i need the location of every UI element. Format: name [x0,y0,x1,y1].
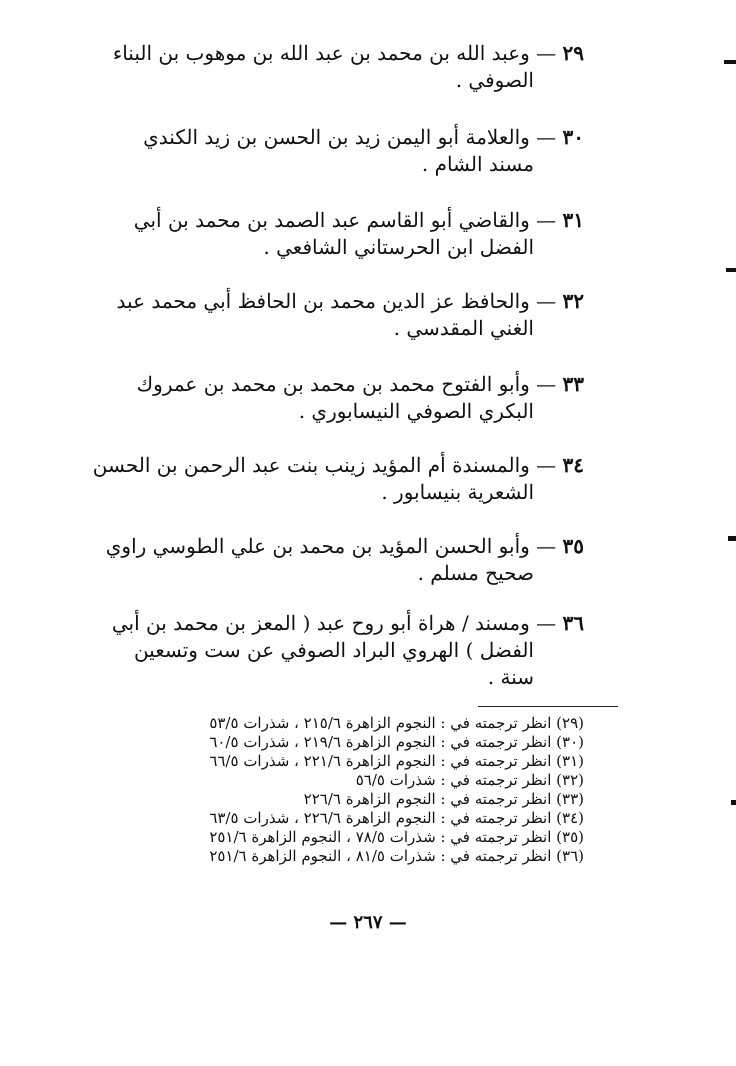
entry-number: ٣٤ [562,453,584,477]
entry-text: والمسندة أم المؤيد زينب بنت عبد الرحمن بن الحسن [92,453,530,477]
entry-36: ٣٦ — ومسند / هراة أبو روح عبد ( المعز بن محمد بن أبي الفضل ) الهروي البراد الصوفي عن ست وتسعين سنة . [111,611,584,689]
footnote-35: (٣٥) انظر ترجمته في : شذرات ٧٨/٥ ، النجوم الزاهرة ٢٥١/٦ [209,828,584,846]
entry-35: ٣٥ — وأبو الحسن المؤيد بن محمد بن علي الطوسي راوي صحيح مسلم . [105,534,584,585]
scan-mark [726,268,736,272]
entry-continuation: البكري الصوفي النيسابوري . [298,399,534,423]
footnote-36: (٣٦) انظر ترجمته في : شذرات ٨١/٥ ، النجوم الزاهرة ٢٥١/٦ [209,847,584,865]
entry-continuation: صحيح مسلم . [417,561,534,585]
entry-33: ٣٣ — وأبو الفتوح محمد بن محمد بن محمد بن عمروك البكري الصوفي النيسابوري . [129,371,584,425]
entry-number: ٣٥ [562,534,584,558]
entry-31: ٣١ — والقاضي أبو القاسم عبد الصمد بن محمد بن أبي الفضل ابن الحرستاني الشافعي . [129,207,584,261]
footnote-34: (٣٤) انظر ترجمته في : النجوم الزاهرة ٢٢٦/٦ ، شذرات ٦٣/٥ [209,809,584,827]
entry-number: ٣٢ [562,289,584,313]
footnote-33: (٣٣) انظر ترجمته في : النجوم الزاهرة ٢٢٦/٦ [303,790,584,808]
entry-text: والعلامة أبو اليمن زيد بن الحسن بن زيد الكندي [143,125,530,149]
entry-34: ٣٤ — والمسندة أم المؤيد زينب بنت عبد الرحمن بن الحسن الشعرية بنيسابور . [92,453,584,504]
entry-continuation: مسند الشام . [421,152,534,176]
entry-text: والقاضي أبو القاسم عبد الصمد بن محمد بن أبي [133,208,530,232]
entry-text: وأبو الفتوح محمد بن محمد بن محمد بن عمروك [136,372,530,396]
entry-continuation: الصوفي . [455,68,534,92]
entry-text: والحافظ عز الدين محمد بن الحافظ أبي محمد عبد [116,289,530,313]
entry-text: ومسند / هراة أبو روح عبد ( المعز بن محمد بن أبي [111,611,530,635]
entry-continuation: الفضل ) الهروي البراد الصوفي عن ست وتسعين سنة . [133,638,534,689]
scan-mark [731,800,736,805]
entry-text: وأبو الحسن المؤيد بن محمد بن علي الطوسي راوي [105,534,530,558]
entry-32: ٣٢ — والحافظ عز الدين محمد بن الحافظ أبي محمد عبد الغني المقدسي . [116,289,584,340]
entry-30: ٣٠ — والعلامة أبو اليمن زيد بن الحسن بن زيد الكندي مسند الشام . [129,124,584,178]
scan-mark [724,60,736,64]
footnote-30: (٣٠) انظر ترجمته في : النجوم الزاهرة ٢١٩/٦ ، شذرات ٦٠/٥ [209,733,584,751]
entry-text: وعبد الله بن محمد بن عبد الله بن موهوب بن البناء [112,41,530,65]
footnote-29: (٢٩) انظر ترجمته في : النجوم الزاهرة ٢١٥/٦ ، شذرات ٥٣/٥ [209,714,584,732]
entry-continuation: الغني المقدسي . [393,316,534,340]
entry-continuation: الشعرية بنيسابور . [381,480,534,504]
footnote-31: (٣١) انظر ترجمته في : النجوم الزاهرة ٢٢١/٦ ، شذرات ٦٦/٥ [209,752,584,770]
page-number: — ٢٦٧ — [329,912,407,933]
footnotes [114,714,584,866]
entry-number: ٣٦ [562,611,584,635]
entry-number: ٣٣ [562,372,584,396]
scan-mark [728,536,736,541]
entry-number: ٣٠ [562,125,584,149]
entry-number: ٣١ [562,208,584,232]
entry-continuation: الفضل ابن الحرستاني الشافعي . [263,235,534,259]
footnote-separator [478,706,618,707]
footnote-32: (٣٢) انظر ترجمته في : شذرات ٥٦/٥ [355,771,584,789]
entry-29: ٢٩ — وعبد الله بن محمد بن عبد الله بن موهوب بن البناء الصوفي . [112,41,584,92]
entry-number: ٢٩ [562,41,584,65]
